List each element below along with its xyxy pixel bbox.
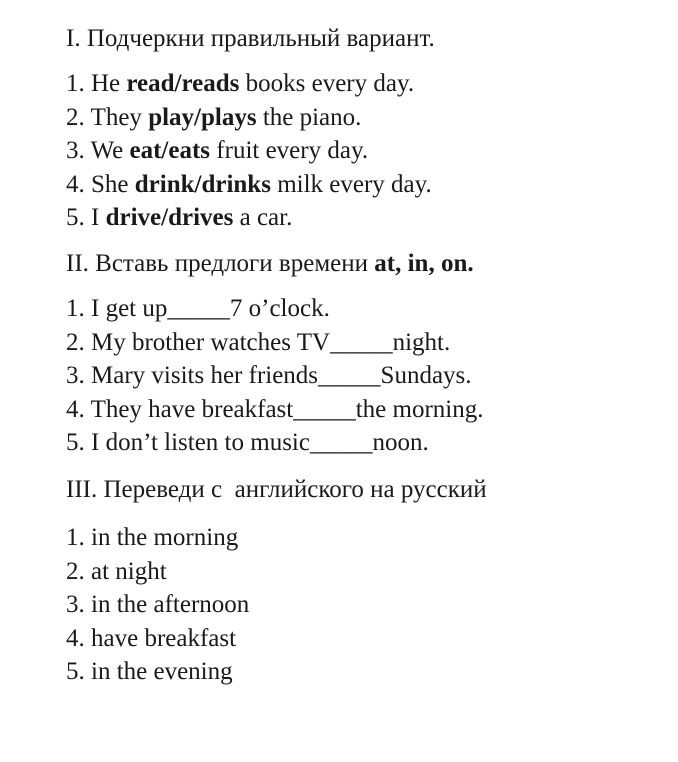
section-3-item: 3. in the afternoon <box>66 591 250 619</box>
verb-choice: eat/eats <box>129 137 211 165</box>
section-1-title: I. Подчеркни правильный вариант. <box>66 25 435 52</box>
section-1-item: 3. We eat/eats fruit every day. <box>66 137 369 165</box>
verb-choice: play/plays <box>148 103 257 131</box>
section-2-item: 5. I don’t listen to music_____noon. <box>66 429 429 457</box>
section-3-item: 4. have breakfast <box>66 624 237 652</box>
section-1-item: 1. He read/reads books every day. <box>66 70 415 97</box>
section-1-list <box>66 67 666 235</box>
section-1-item: 4. She drink/drinks milk every day. <box>66 170 432 198</box>
section-2-title: II. Вставь предлоги времени at, in, on. <box>66 249 474 277</box>
section-1-item: 2. They play/plays the piano. <box>66 103 362 131</box>
worksheet <box>66 22 666 689</box>
verb-choice: drive/drives <box>105 204 234 232</box>
section-2-list <box>66 292 666 460</box>
section-3-title: III. Переведи с английского на русский <box>66 475 487 503</box>
section-1-item: 5. I drive/drives a car. <box>66 204 293 232</box>
section-2-item: 3. Mary visits her friends_____Sundays. <box>66 362 472 390</box>
section-2-item: 2. My brother watches TV_____night. <box>66 328 451 356</box>
section-2-item: 1. I get up_____7 o’clock. <box>66 294 330 322</box>
section-3-item: 2. at night <box>66 557 167 585</box>
section-3-item: 5. in the evening <box>66 658 233 686</box>
prepositions: at, in, on. <box>374 249 474 277</box>
section-3-item: 1. in the morning <box>66 523 239 551</box>
verb-choice: read/reads <box>126 70 240 97</box>
verb-choice: drink/drinks <box>134 170 271 198</box>
section-3-list <box>66 521 666 689</box>
section-2-item: 4. They have breakfast_____the morning. <box>66 395 484 423</box>
